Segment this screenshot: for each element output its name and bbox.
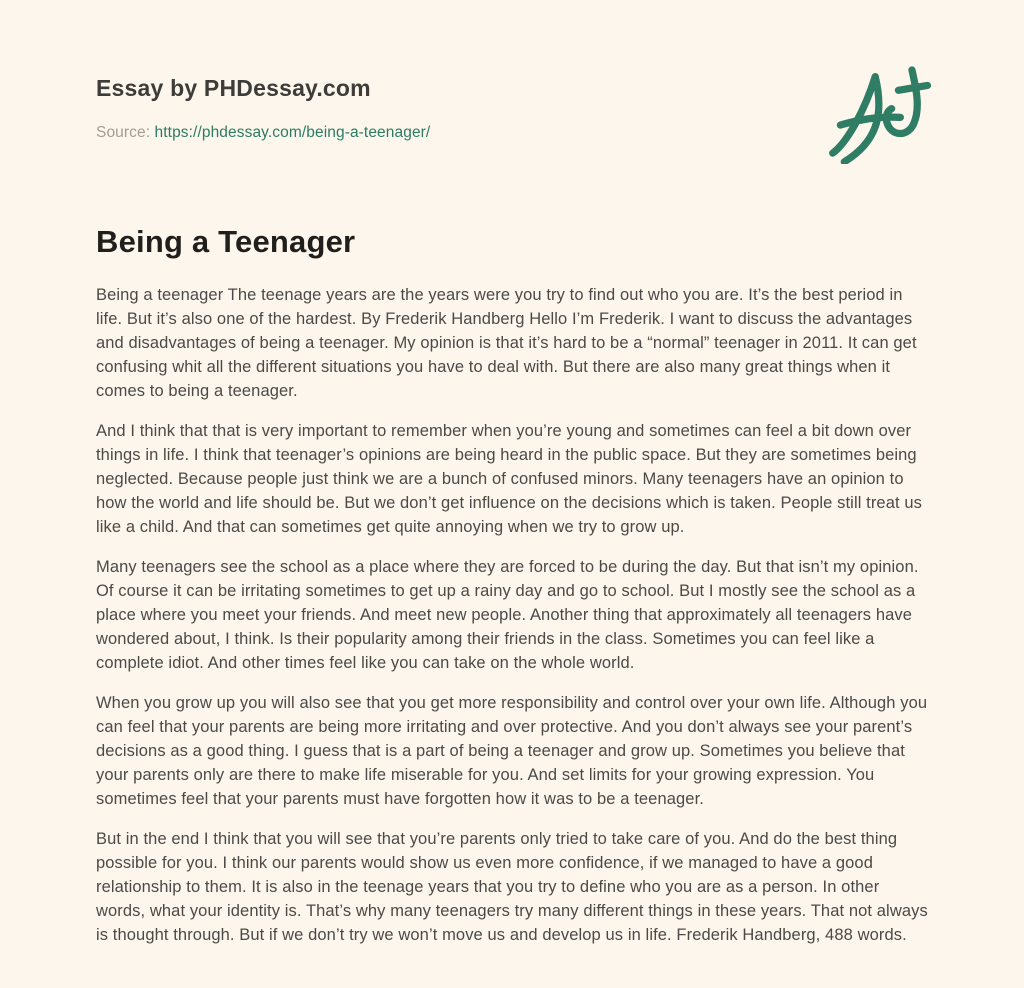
essay-paragraph: But in the end I think that you will see that you’re parents only tried to take care of you. And do the best thing possible for you. I think our parents would show us even more confidence, if we managed to have a good relationship to them. It is also in the teenage years that you try to define who you are as a person. In other words, what your identity is. That’s why many teenagers try many different things in these years. That not always is thought through. But if we don’t try we won’t move us and develop us in life. Frederik Handberg, 488 words. (96, 830, 928, 945)
a-plus-logo-icon (824, 62, 940, 164)
essay-paragraph: Being a teenager The teenage years are the years were you try to find out who you are. It’s the best period in life. But it’s also one of the hardest. By Frederik Handberg Hello I’m Frederik. I want to discuss the advantages and disadvantages of being a teenager. My opinion is that it’s hard to be a “normal” teenager in 2011. It can get confusing whit all the different situations you have to deal with. But there are also many great things when it comes to being a teenager. (96, 286, 917, 401)
site-title: Essay by PHDessay.com (96, 75, 371, 101)
page-header (96, 74, 928, 142)
essay-body (96, 283, 928, 947)
source-line (96, 124, 928, 142)
essay-title: Being a Teenager (96, 223, 356, 259)
source-label: Source: (96, 123, 151, 141)
essay-paragraph: Many teenagers see the school as a place where they are forced to be during the day. But that isn’t my opinion. Of course it can be irritating sometimes to get up a rainy day and go to school. But I mostly see the school as a place where you meet your friends. And meet new people. Another thing that approximately all teenagers have wondered about, I think. Is their popularity among their friends in the class. Sometimes you can feel like a complete idiot. And other times feel like you can take on the whole world. (96, 558, 919, 673)
essay-paragraph: And I think that that is very important to remember when you’re young and sometimes can feel a bit down over things in life. I think that teenager’s opinions are being heard in the public space. But they are sometimes being neglected. Because people just think we are a bunch of confused minors. Many teenagers have an opinion to how the world and life should be. But we don’t get influence on the decisions which is taken. People still treat us like a child. And that can sometimes get quite annoying when we try to grow up. (96, 422, 922, 537)
source-link[interactable]: https://phdessay.com/being-a-teenager/ (154, 123, 431, 141)
essay-paragraph: When you grow up you will also see that you get more responsibility and control over your own life. Although you can feel that your parents are being more irritating and over protective. And you don’t always see your parent’s decisions as a good thing. I guess that is a part of being a teenager and grow up. Sometimes you believe that your parents only are there to make life miserable for you. And set limits for your growing expression. You sometimes feel that your parents must have forgotten how it was to be a teenager. (96, 694, 928, 809)
